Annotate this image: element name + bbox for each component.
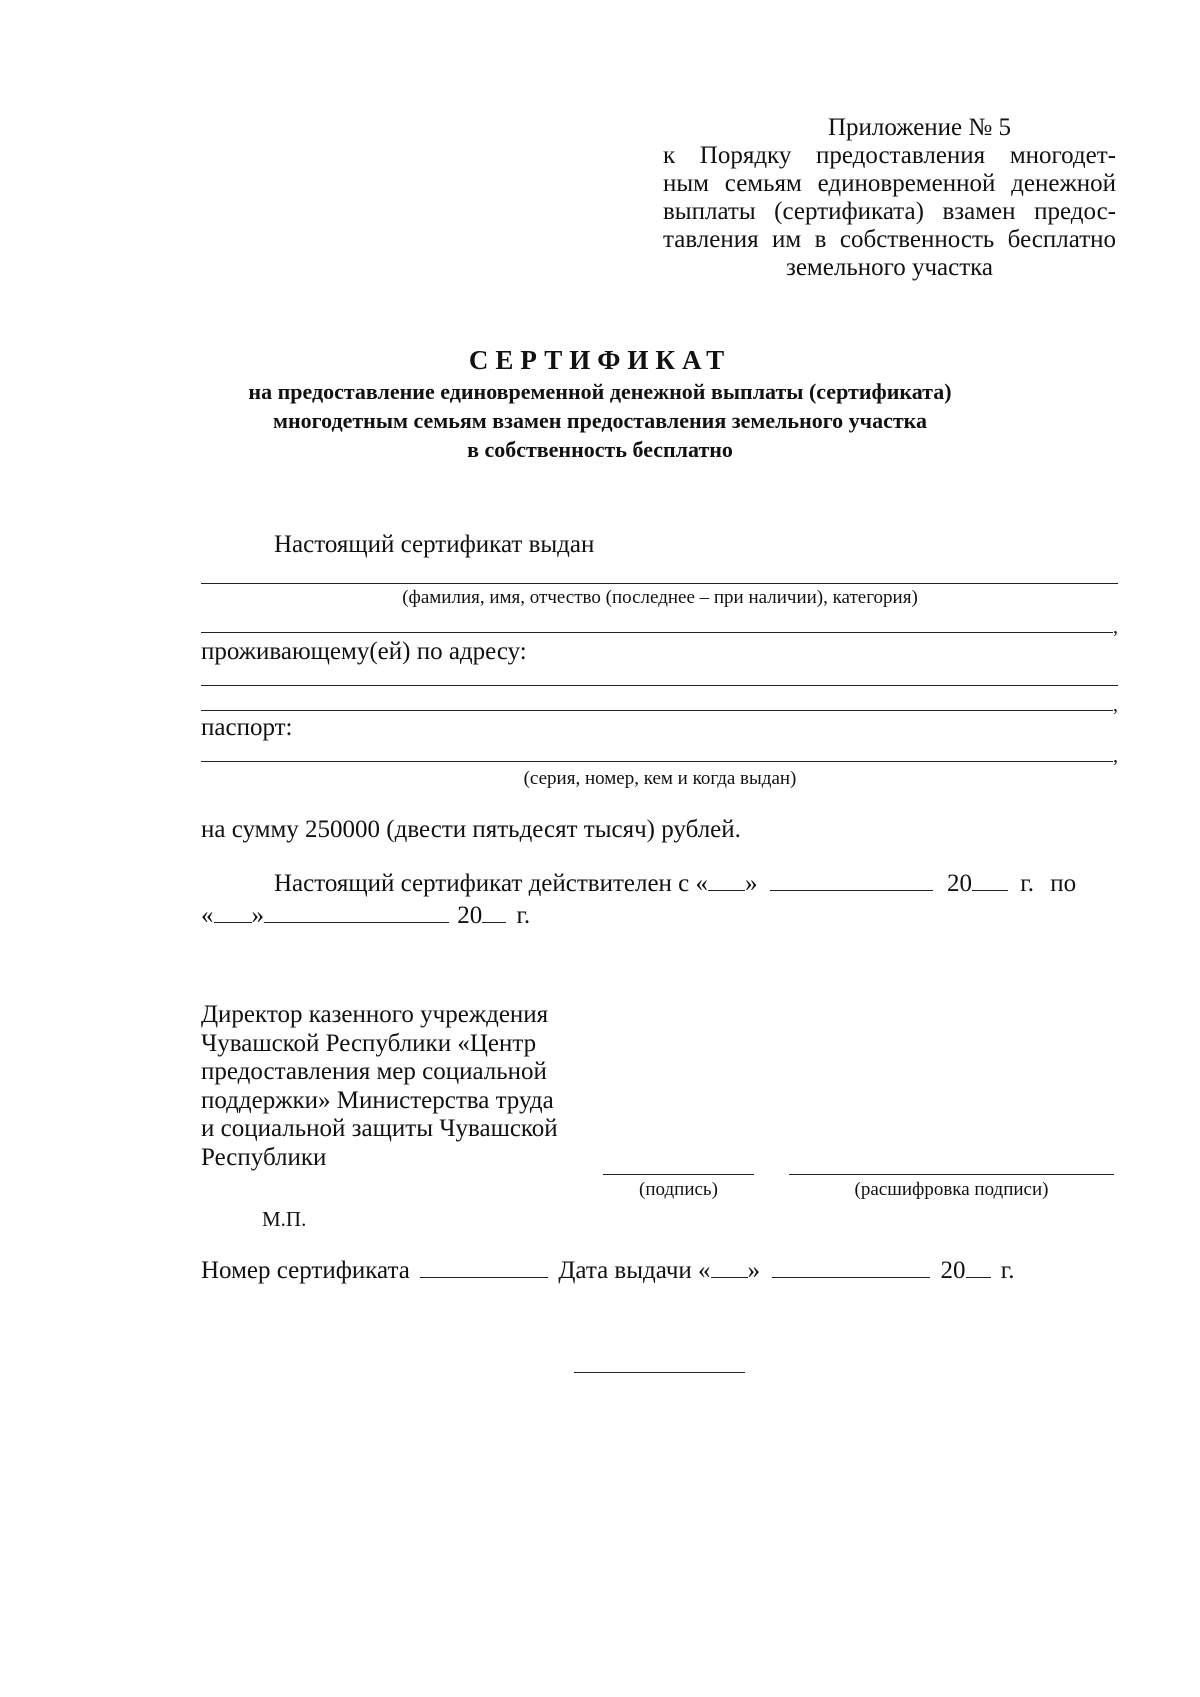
amount-text: на сумму 250000 (двести пятьдесят тысяч) рублей.: [201, 816, 741, 843]
address-line-1[interactable]: [201, 685, 1118, 686]
name-line-1[interactable]: [201, 583, 1118, 584]
issued-to-label: Настоящий сертификат выдан: [274, 531, 595, 558]
validity-quote-close: »: [251, 902, 264, 929]
comma: ,: [1113, 616, 1118, 638]
certificate-number-field[interactable]: [420, 1255, 548, 1278]
director-title: [201, 1001, 558, 1172]
certificate-number-row: [201, 1255, 1014, 1286]
issue-g: г.: [1000, 1257, 1015, 1284]
appendix-line: тавления им в собственность бесплатно: [663, 226, 1116, 253]
issue-year-field[interactable]: [966, 1255, 991, 1278]
director-line: Чувашской Республики «Центр: [201, 1029, 537, 1057]
appendix-heading: Приложение № 5: [827, 114, 1012, 141]
issue-date-quote-close: »: [747, 1257, 761, 1284]
appendix-line: к Порядку предоставления многодет-: [663, 142, 1116, 169]
signature-caption: (подпись): [639, 1179, 718, 1200]
validity-year-from[interactable]: [972, 868, 1008, 891]
validity-month-from[interactable]: [770, 868, 933, 891]
validity-quote-close: »: [745, 870, 758, 897]
appendix-block: [663, 114, 1116, 282]
issue-day-field[interactable]: [711, 1255, 748, 1278]
comma: ,: [1113, 745, 1118, 767]
validity-year-prefix: 20: [457, 902, 483, 929]
name-caption: (фамилия, имя, отчество (последнее – при наличии), категория): [402, 587, 918, 608]
passport-label: паспорт:: [201, 714, 293, 741]
issue-date-label: Дата выдачи «: [558, 1257, 711, 1284]
comma: ,: [1113, 694, 1118, 716]
director-line: поддержки» Министерства труда: [201, 1086, 554, 1114]
validity-line-2: [201, 900, 530, 931]
signature-line[interactable]: [603, 1174, 754, 1175]
address-line-2[interactable]: [201, 710, 1113, 711]
validity-line-1: [274, 868, 1076, 899]
validity-g-po: г. по: [1020, 870, 1077, 897]
closing-rule: [574, 1372, 745, 1373]
signature-decode-caption: (расшифровка подписи): [854, 1179, 1049, 1200]
validity-year-to[interactable]: [482, 900, 506, 923]
name-line-2[interactable]: [201, 632, 1113, 633]
validity-day-from[interactable]: [708, 868, 745, 891]
validity-prefix: Настоящий сертификат действителен с «: [274, 870, 709, 897]
validity-quote-open: «: [201, 902, 214, 929]
certificate-subtitle-line: на предоставление единовременной денежной выплаты (сертификата): [248, 379, 952, 404]
validity-year-prefix: 20: [947, 870, 973, 897]
stamp-place: М.П.: [262, 1207, 307, 1231]
director-line: Республики: [201, 1143, 327, 1171]
validity-day-to[interactable]: [214, 900, 252, 923]
appendix-line: выплаты (сертификата) взамен предос-: [663, 198, 1116, 225]
passport-caption: (серия, номер, кем и когда выдан): [523, 768, 797, 789]
director-line: Директор казенного учреждения: [201, 1001, 549, 1028]
appendix-line: ным семьям единовременной денежной: [663, 170, 1116, 197]
signature-decode-line[interactable]: [789, 1174, 1114, 1175]
validity-month-to[interactable]: [264, 900, 449, 923]
address-label: проживающему(ей) по адресу:: [201, 638, 527, 665]
certificate-subtitle-line: в собственность бесплатно: [467, 437, 733, 462]
passport-line[interactable]: [201, 761, 1113, 762]
issue-month-field[interactable]: [772, 1255, 930, 1278]
issue-year-prefix: 20: [940, 1257, 966, 1284]
certificate-title: СЕРТИФИКАТ: [468, 345, 732, 375]
validity-g: г.: [516, 902, 531, 929]
certificate-subtitle-line: многодетным семьям взамен предоставления земельного участка: [272, 408, 928, 433]
certificate-title-block: [180, 343, 1020, 464]
director-line: предоставления мер социальной: [201, 1058, 547, 1085]
certificate-number-label: Номер сертификата: [201, 1257, 410, 1284]
appendix-line: земельного участка: [785, 254, 994, 281]
director-line: и социальной защиты Чувашской: [201, 1115, 558, 1142]
